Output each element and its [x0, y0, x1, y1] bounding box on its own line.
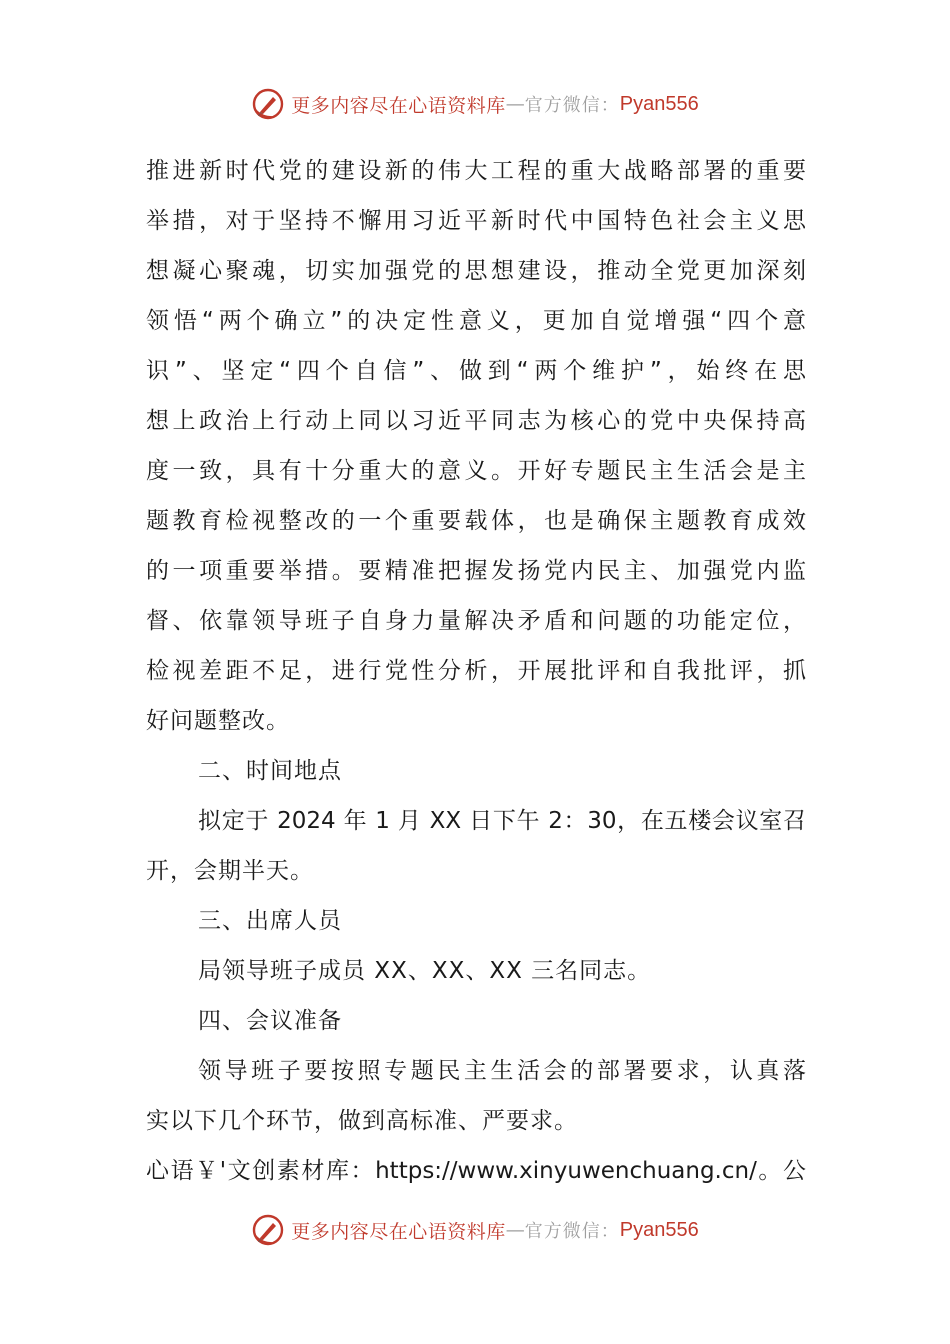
banner-wechat-label: 官方微信： [524, 95, 620, 116]
section-heading-attendees: 三、出席人员 [198, 908, 342, 934]
document-body [146, 146, 806, 1196]
banner-dash: — [505, 93, 525, 115]
text-line: 推进新时代党的建设新的伟大工程的重大战略部署的重要 [146, 158, 806, 184]
text-line: 度一致，具有十分重大的意义。开好专题民主生活会是主 [146, 458, 806, 484]
text-line: 想凝心聚魂，切实加强党的思想建设，推动全党更加深刻 [146, 258, 806, 284]
banner-wechat-label: 官方微信： [524, 1221, 620, 1242]
text-line: 拟定于 2024 年 1 月 XX 日下午 2：30，在五楼会议室召 [198, 808, 806, 834]
text-line: 领导班子要按照专题民主生活会的部署要求，认真落 [198, 1058, 806, 1084]
banner-wechat-id: Pyan556 [619, 92, 699, 115]
section-heading-preparation: 四、会议准备 [198, 1008, 342, 1034]
text-line: 想上政治上行动上同以习近平同志为核心的党中央保持高 [146, 408, 806, 434]
banner-main-text: 更多内容尽在心语资料库 [291, 94, 506, 117]
banner-main-text: 更多内容尽在心语资料库 [291, 1220, 506, 1243]
header-banner [0, 82, 950, 126]
watermark-text-line: 心语￥'文创素材库：https://www.xinyuwenchuang.cn/。公 [146, 1158, 806, 1184]
text-line: 识”、坚定“四个自信”、做到“两个维护”，始终在思 [146, 358, 806, 384]
pen-logo-icon [251, 87, 285, 121]
text-line: 举措，对于坚持不懈用习近平新时代中国特色社会主义思 [146, 208, 806, 234]
text-line: 检视差距不足，进行党性分析，开展批评和自我批评，抓 [146, 658, 806, 684]
text-line: 督、依靠领导班子自身力量解决矛盾和问题的功能定位， [146, 608, 806, 634]
text-line: 局领导班子成员 XX、XX、XX 三名同志。 [198, 958, 652, 984]
text-line: 开，会期半天。 [146, 858, 314, 884]
text-line: 实以下几个环节，做到高标准、严要求。 [146, 1108, 578, 1134]
text-line: 领悟“两个确立”的决定性意义，更加自觉增强“四个意 [146, 308, 806, 334]
section-heading-time-place: 二、时间地点 [198, 758, 342, 784]
pen-logo-icon [251, 1213, 285, 1247]
text-line: 题教育检视整改的一个重要载体，也是确保主题教育成效 [146, 508, 806, 534]
text-line: 的一项重要举措。要精准把握发扬党内民主、加强党内监 [146, 558, 806, 584]
banner-wechat-id: Pyan556 [619, 1218, 699, 1241]
banner-dash: — [505, 1219, 525, 1241]
footer-banner [0, 1208, 950, 1252]
text-line: 好问题整改。 [146, 708, 290, 734]
